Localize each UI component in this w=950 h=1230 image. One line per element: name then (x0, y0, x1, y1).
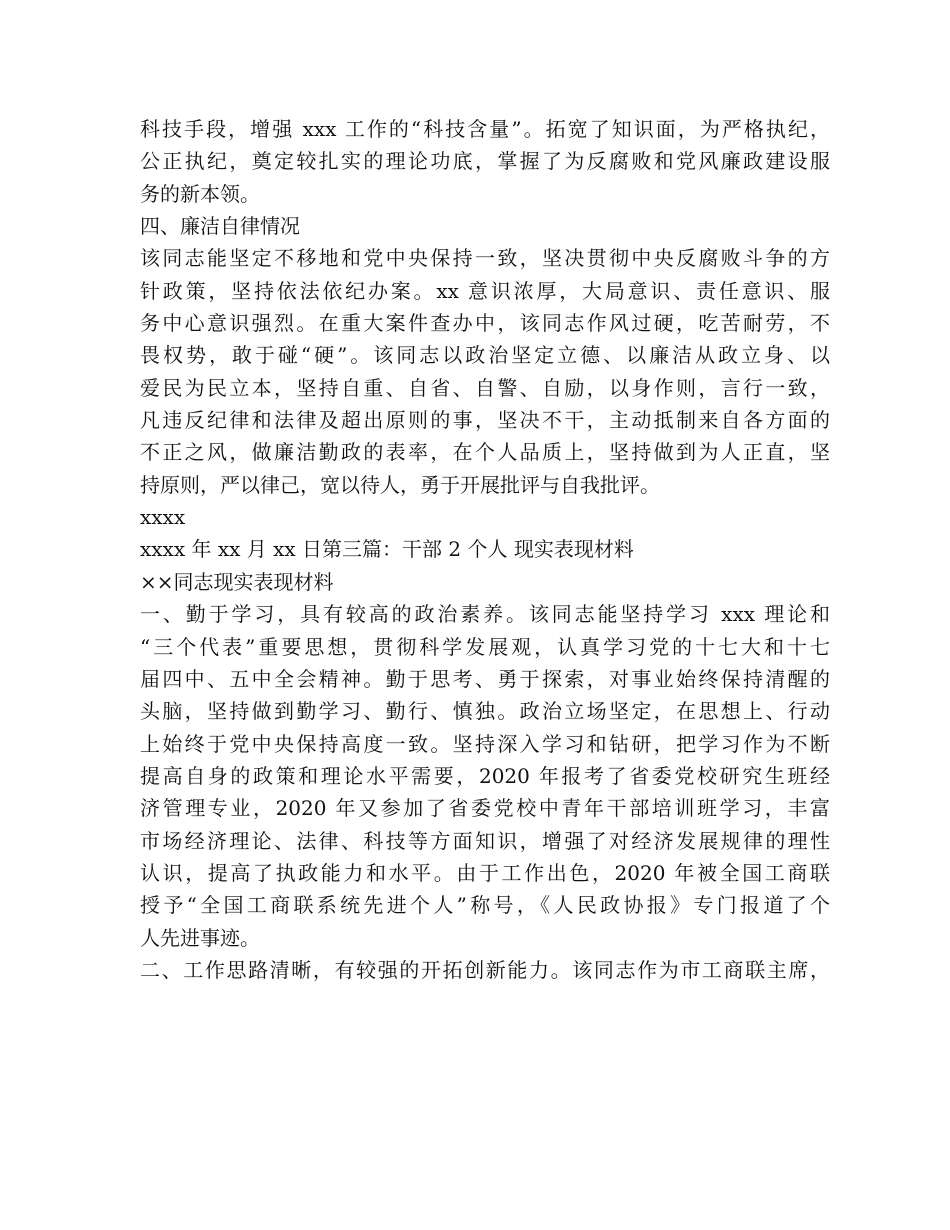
document-body (140, 113, 830, 986)
text-line: 科技手段，增强 xxx 工作的“科技含量”。拓宽了知识面，为严格执纪， (140, 117, 830, 141)
text-line: 不正之风，做廉洁勤政的表率，在个人品质上，坚持做到为人正直，坚 (140, 440, 830, 465)
text-line: 提高自身的政策和理论水平需要，2020 年报考了省委党校研究生班经 (140, 763, 830, 788)
text-line: ××同志现实表现材料 (140, 569, 334, 594)
text-line: 凡违反纪律和法律及超出原则的事，坚决不干，主动抵制来自各方面的 (140, 408, 830, 433)
text-line: xxxx 年 xx 月 xx 日第三篇：干部 2 个人 现实表现材料 (140, 537, 634, 562)
text-line: 四、廉洁自律情况 (140, 214, 300, 239)
text-line: 畏权势，敢于碰“硬”。该同志以政治坚定立德、以廉洁从政立身、以 (140, 343, 830, 368)
text-line: 针政策，坚持依法依纪办案。xx 意识浓厚，大局意识、责任意识、服 (140, 278, 830, 303)
text-line: 公正执纪，奠定较扎实的理论功底，掌握了为反腐败和党风廉政建设服 (140, 149, 830, 174)
text-line: “三个代表”重要思想，贯彻科学发展观，认真学习党的十七大和十七 (140, 634, 830, 659)
text-line: xxxx (140, 505, 186, 530)
text-line: 济管理专业，2020 年又参加了省委党校中青年干部培训班学习，丰富 (140, 796, 830, 821)
text-line: 市场经济理论、法律、科技等方面知识，增强了对经济发展规律的理性 (140, 828, 830, 853)
text-line: 爱民为民立本，坚持自重、自省、自警、自励，以身作则，言行一致， (140, 375, 830, 400)
text-line: 务中心意识强烈。在重大案件查办中，该同志作风过硬，吃苦耐劳，不 (140, 311, 830, 336)
text-line: 届四中、五中全会精神。勤于思考、勇于探索，对事业始终保持清醒的 (140, 666, 830, 691)
text-line: 认识，提高了执政能力和水平。由于工作出色，2020 年被全国工商联 (140, 860, 830, 885)
text-line: 持原则，严以律己，宽以待人，勇于开展批评与自我批评。 (140, 472, 660, 497)
text-line: 二、工作思路清晰，有较强的开拓创新能力。该同志作为市工商联主席， (140, 957, 830, 982)
text-line: 头脑，坚持做到勤学习、勤行、慎独。政治立场坚定，在思想上、行动 (140, 699, 830, 724)
text-line: 一、勤于学习，具有较高的政治素养。该同志能坚持学习 xxx 理论和 (140, 602, 830, 627)
text-line: 务的新本领。 (140, 181, 260, 206)
text-line: 授予“全国工商联系统先进个人”称号，《人民政协报》专门报道了个 (140, 893, 830, 918)
text-line: 上始终于党中央保持高度一致。坚持深入学习和钻研，把学习作为不断 (140, 731, 830, 756)
text-line: 该同志能坚定不移地和党中央保持一致，坚决贯彻中央反腐败斗争的方 (140, 246, 830, 271)
text-line: 人先进事迹。 (140, 925, 260, 950)
